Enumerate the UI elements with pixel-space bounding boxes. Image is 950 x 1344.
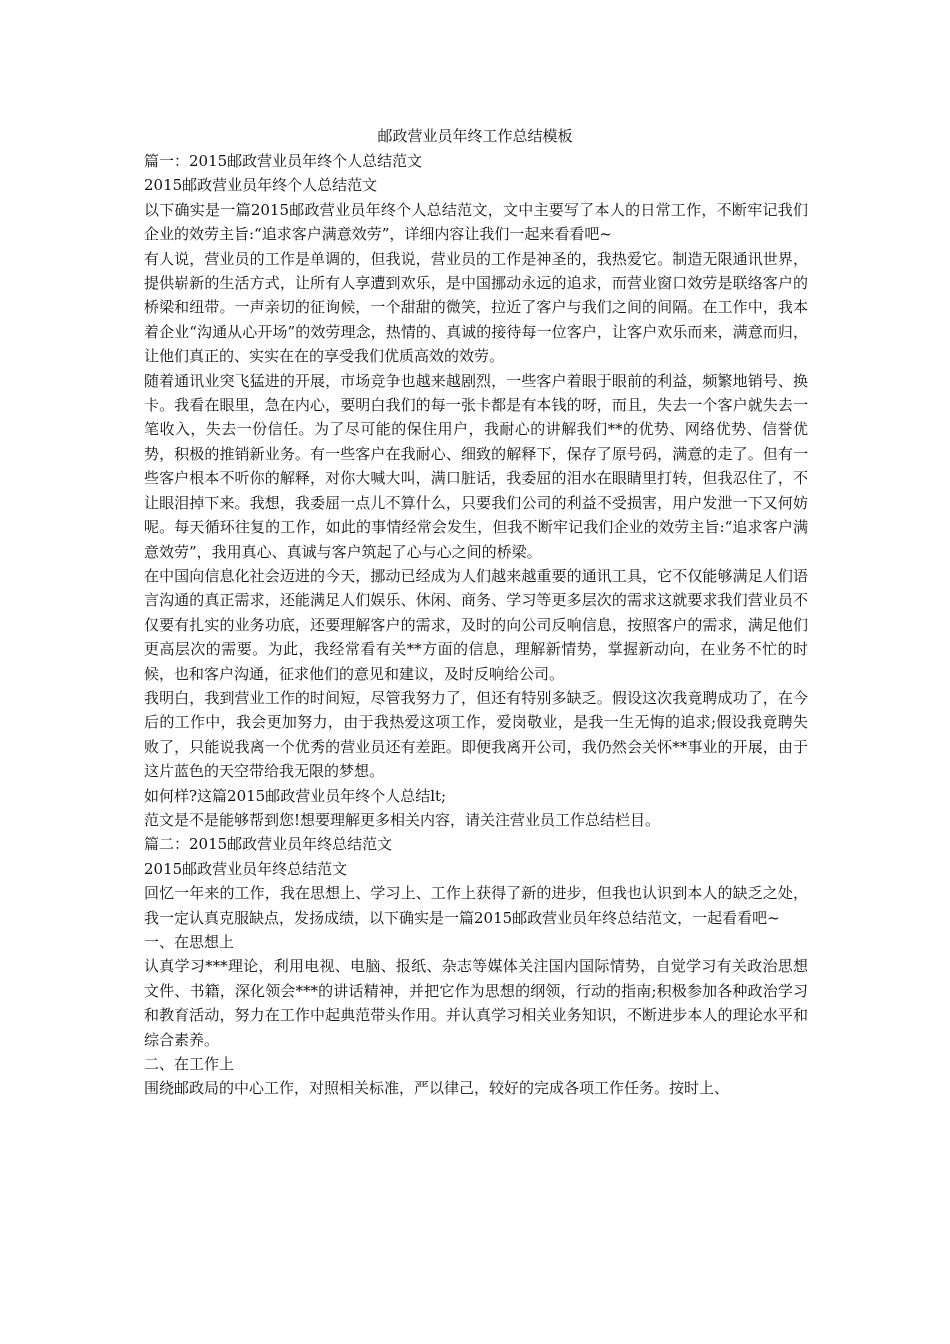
subheading: 一、在思想上: [144, 933, 235, 951]
paragraph: 在中国向信息化社会迈进的今天，挪动已经成为人们越来越重要的通讯工具，它不仅能够满足人们语言沟通的真正需求，还能满足人们娱乐、休闲、商务、学习等更多层次的需求这就要求我们营业员不仅要有扎实的业务功底，还要理解客户的需求，及时的向公司反响信息，按照客户的需求，满足他们更高层次的需要。为此，我经常看有关**方面的信息，理解新情势，掌握新动向，在业务不忙的时候，也和客户沟通，征求他们的意见和建议，及时反响给公司。: [144, 566, 808, 683]
paragraph: 围绕邮政局的中心工作，对照相关标准，严以律己，较好的完成各项工作任务。按时上、: [144, 1079, 730, 1098]
article-heading: 2015邮政营业员年终总结范文: [144, 859, 348, 878]
paragraph: 我明白，我到营业工作的时间短，尽管我努力了，但还有特别多缺乏。假设这次我竟聘成功了，在今后的工作中，我会更加努力，由于我热爱这项工作，爱岗敬业，是我一生无悔的追求;假设我竟聘失败了，只能说我离一个优秀的营业员还有差距。即便我离开公司，我仍然会关怀**事业的开展，由于这片蓝色的天空带给我无限的梦想。: [144, 688, 808, 781]
document-title: 邮政营业员年终工作总结模板: [377, 127, 573, 145]
paragraph: 如何样?这篇2015邮政营业员年终个人总结lt;: [144, 786, 447, 805]
document-body: [144, 149, 808, 1101]
paragraph: 以下确实是一篇2015邮政营业员年终个人总结范文，文中主要写了本人的日常工作，不断牢记我们企业的效劳主旨:“追求客户满意效劳”，详细内容让我们一起来看看吧~: [144, 200, 808, 244]
section-heading: 篇一：2015邮政营业员年终个人总结范文: [144, 152, 423, 170]
paragraph: 随着通讯业突飞猛进的开展，市场竞争也越来越剧烈，一些客户着眼于眼前的利益，频繁地销号、换卡。我看在眼里，急在内心，要明白我们的每一张卡都是有本钱的呀，而且，失去一个客户就失去一笔收入，失去一份信任。为了尽可能的保住用户，我耐心的讲解我们**的优势、网络优势、信誉优势，积极的推销新业务。有一些客户在我耐心、细致的解释下，保存了原号码，满意的走了。但有一些客户根本不听你的解释，对你大喊大叫，满口脏话，我委屈的泪水在眼睛里打转，但我忍住了，不让眼泪掉下来。我想，我委屈一点儿不算什么，只要我们公司的利益不受损害，用户发泄一下又何妨呢。每天循环往复的工作，如此的事情经常会发生，但我不断牢记我们企业的效劳主旨:“追求客户满意效劳”，我用真心、真诚与客户筑起了心与心之间的桥梁。: [144, 371, 808, 561]
paragraph: 认真学习***理论，利用电视、电脑、报纸、杂志等媒体关注国内国际情势，自觉学习有关政治思想文件、书籍，深化领会***的讲话精神，并把它作为思想的纲领，行动的指南;积极参加各种政治学习和教育活动，努力在工作中起典范带头作用。并认真学习相关业务知识，不断进步本人的理论水平和综合素养。: [144, 957, 808, 1049]
paragraph: 回忆一年来的工作，我在思想上、学习上、工作上获得了新的进步，但我也认识到本人的缺乏之处，我一定认真克服缺点，发扬成绩，以下确实是一篇2015邮政营业员年终总结范文，一起看看吧~: [144, 884, 808, 927]
section-heading: 篇二：2015邮政营业员年终总结范文: [144, 835, 393, 854]
paragraph: 有人说，营业员的工作是单调的，但我说，营业员的工作是神圣的，我热爱它。制造无限通讯世界，提供崭新的生活方式，让所有人享遭到欢乐，是中国挪动永远的追求，而营业窗口效劳是联络客户的桥梁和纽带。一声亲切的征询候，一个甜甜的微笑，拉近了客户与我们之间的间隔。在工作中，我本着企业“沟通从心开场”的效劳理念，热情的、真诚的接待每一位客户，让客户欢乐而来，满意而归，让他们真正的、实实在在的享受我们优质高效的效劳。: [144, 249, 808, 366]
paragraph: 范文是不是能够帮到您!想要理解更多相关内容，请关注营业员工作总结栏目。: [144, 810, 661, 829]
article-heading: 2015邮政营业员年终个人总结范文: [144, 176, 378, 195]
subheading: 二、在工作上: [144, 1055, 235, 1074]
